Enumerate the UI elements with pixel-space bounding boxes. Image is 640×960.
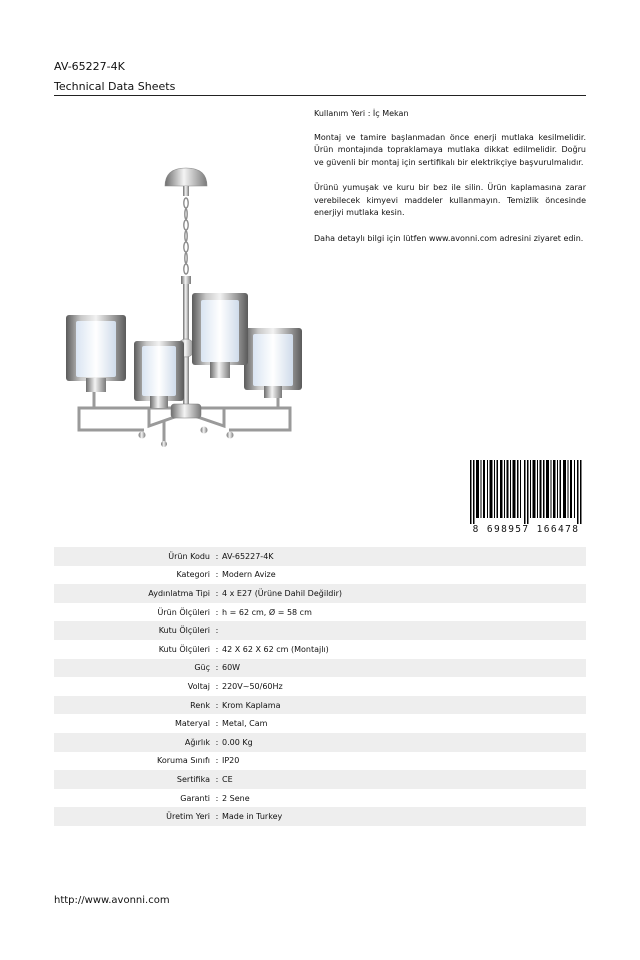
spec-separator: : [215, 663, 219, 673]
spec-label: Kutu Ölçüleri [158, 626, 210, 636]
spec-separator: : [215, 551, 219, 561]
spec-label: Renk [190, 700, 210, 710]
spec-value: 42 X 62 X 62 cm (Montajlı) [222, 644, 329, 654]
document-subtitle: Technical Data Sheets [54, 80, 176, 93]
spec-label: Garanti [180, 793, 210, 803]
spec-row [54, 752, 586, 771]
spec-row [54, 696, 586, 715]
spec-separator: : [215, 607, 219, 617]
spec-row [54, 677, 586, 696]
spec-row [54, 659, 586, 678]
spec-label: Kategori [176, 570, 210, 580]
spec-value: 220V~50/60Hz [222, 681, 283, 691]
spec-separator: : [215, 644, 219, 654]
spec-label: Kutu Ölçüleri [158, 644, 210, 654]
footer-url[interactable]: http://www.avonni.com [54, 895, 170, 906]
spec-separator: : [215, 719, 219, 729]
spec-value: CE [222, 774, 233, 784]
spec-label: Koruma Sınıfı [157, 756, 210, 766]
spec-value: Metal, Cam [222, 719, 268, 729]
spec-row [54, 603, 586, 622]
spec-row [54, 714, 586, 733]
usage-location: Kullanım Yeri : İç Mekan [314, 109, 409, 118]
website-paragraph: Daha detaylı bilgi için lütfen www.avonni.com adresini ziyaret edin. [314, 233, 584, 243]
spec-row [54, 733, 586, 752]
spec-label: Sertifika [176, 774, 210, 784]
spec-label: Üretim Yeri [166, 812, 210, 822]
spec-separator: : [215, 774, 219, 784]
spec-separator: : [215, 626, 219, 636]
spec-label: Materyal [174, 719, 210, 729]
spec-label: Voltaj [187, 681, 210, 691]
spec-row [54, 584, 586, 603]
spec-row [54, 621, 586, 640]
barcode-bars [466, 460, 586, 524]
spec-label: Ağırlık [184, 737, 210, 747]
info-text [314, 108, 586, 258]
spec-separator: : [215, 588, 219, 598]
spec-value: 60W [222, 663, 241, 673]
spec-row [54, 807, 586, 826]
product-code-title: AV-65227-4K [54, 60, 125, 73]
spec-table [54, 547, 586, 826]
product-image [54, 108, 312, 508]
spec-label: Aydınlatma Tipi [148, 588, 210, 598]
cleaning-paragraph: Ürünü yumuşak ve kuru bir bez ile silin. Ürün kaplamasına zarar verebilecek kimyevi maddeler kullanmayın. Temizlik öncesinde enerjiyi mutlaka kesin. [314, 183, 586, 217]
spec-value: 4 x E27 (Ürüne Dahil Değildir) [222, 588, 342, 598]
spec-value: Modern Avize [222, 570, 276, 580]
spec-row [54, 547, 586, 566]
spec-label: Güç [194, 663, 210, 673]
spec-label: Ürün Kodu [168, 551, 210, 561]
spec-value: h = 62 cm, Ø = 58 cm [222, 607, 312, 617]
spec-separator: : [215, 793, 219, 803]
spec-separator: : [215, 812, 219, 822]
safety-paragraph: Montaj ve tamire başlanmadan önce enerji mutlaka kesilmelidir. Ürün montajında topraklamaya mutlaka dikkat edilmelidir. Doğru ve güvenli bir montaj için sertifikalı bir elektrikçiye başvurulmalıdır. [314, 132, 586, 167]
spec-row [54, 770, 586, 789]
spec-row [54, 566, 586, 585]
spec-value: Made in Turkey [222, 812, 283, 822]
spec-row [54, 789, 586, 808]
barcode [466, 460, 586, 536]
spec-value: 0.00 Kg [222, 737, 253, 747]
spec-separator: : [215, 700, 219, 710]
spec-value: 2 Sene [222, 793, 250, 803]
spec-value: AV-65227-4K [222, 551, 274, 561]
barcode-number: 8 698957 166478 [466, 524, 586, 535]
spec-separator: : [215, 756, 219, 766]
header-divider [54, 95, 586, 96]
spec-separator: : [215, 737, 219, 747]
spec-label: Ürün Ölçüleri [157, 607, 210, 617]
spec-separator: : [215, 681, 219, 691]
spec-value: IP20 [222, 756, 240, 766]
spec-value: Krom Kaplama [222, 700, 281, 710]
spec-row [54, 640, 586, 659]
spec-separator: : [215, 570, 219, 580]
